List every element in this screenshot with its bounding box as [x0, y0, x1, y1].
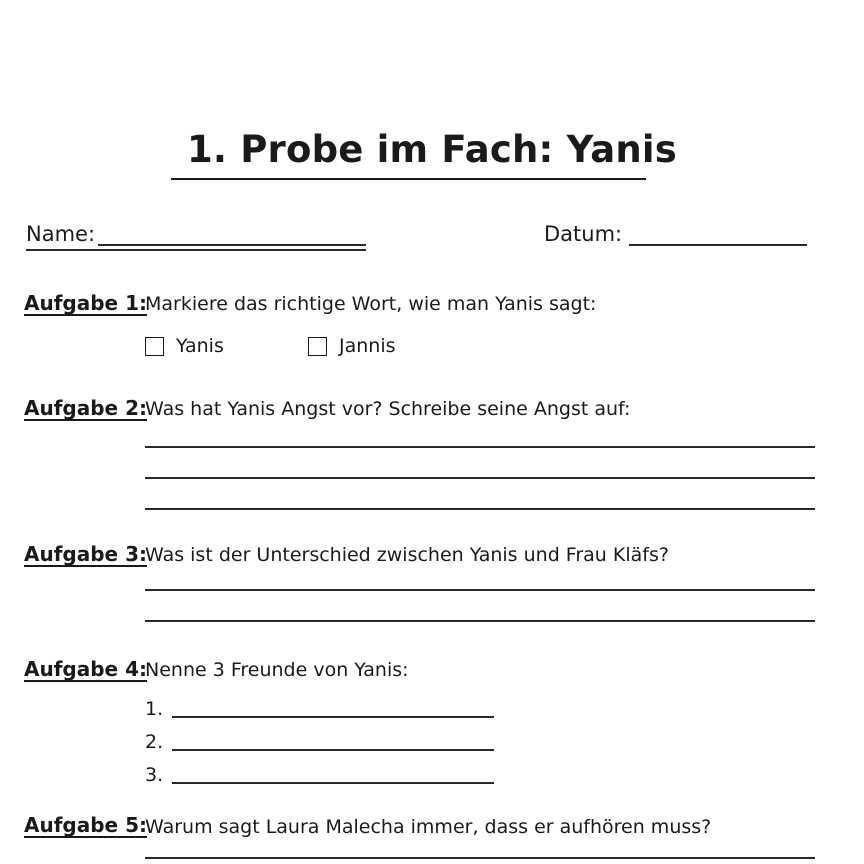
- task-4-text: Nenne 3 Freunde von Yanis:: [145, 659, 409, 681]
- task-5-text: Warum sagt Laura Malecha immer, dass er aufhören muss?: [145, 816, 712, 838]
- checkbox-yanis[interactable]: [145, 337, 164, 356]
- friend-1-line[interactable]: [172, 716, 494, 718]
- date-label: Datum:: [544, 222, 623, 246]
- task-1-label: Aufgabe 1:: [24, 291, 147, 315]
- title-underline: [171, 178, 646, 180]
- friend-3-number: 3.: [145, 764, 164, 786]
- task-1-text: Markiere das richtige Wort, wie man Yanis sagt:: [145, 293, 597, 315]
- task-4-label: Aufgabe 4:: [24, 657, 147, 681]
- task-3-text: Was ist der Unterschied zwischen Yanis und Frau Kläfs?: [145, 544, 669, 566]
- task-2-text: Was hat Yanis Angst vor? Schreibe seine Angst auf:: [145, 398, 631, 420]
- task-3-answer-line[interactable]: [145, 620, 815, 622]
- checkbox-jannis[interactable]: [308, 337, 327, 356]
- task-3-label: Aufgabe 3:: [24, 542, 147, 566]
- name-underline: [26, 249, 366, 251]
- name-label: Name:: [26, 222, 96, 246]
- task-2-answer-line[interactable]: [145, 508, 815, 510]
- name-field[interactable]: [98, 244, 366, 246]
- task-3-answer-line[interactable]: [145, 589, 815, 591]
- option-jannis-label: Jannis: [339, 335, 396, 357]
- task-5-label: Aufgabe 5:: [24, 813, 147, 837]
- task-5-answer-line[interactable]: [145, 857, 815, 859]
- friend-2-line[interactable]: [172, 749, 494, 751]
- page-title: 1. Probe im Fach: Yanis: [186, 128, 678, 171]
- task-2-label: Aufgabe 2:: [24, 396, 147, 420]
- date-field[interactable]: [629, 244, 807, 246]
- friend-2-number: 2.: [145, 731, 164, 753]
- task-2-answer-line[interactable]: [145, 446, 815, 448]
- friend-3-line[interactable]: [172, 782, 494, 784]
- friend-1-number: 1.: [145, 698, 164, 720]
- option-yanis-label: Yanis: [176, 335, 224, 357]
- task-2-answer-line[interactable]: [145, 477, 815, 479]
